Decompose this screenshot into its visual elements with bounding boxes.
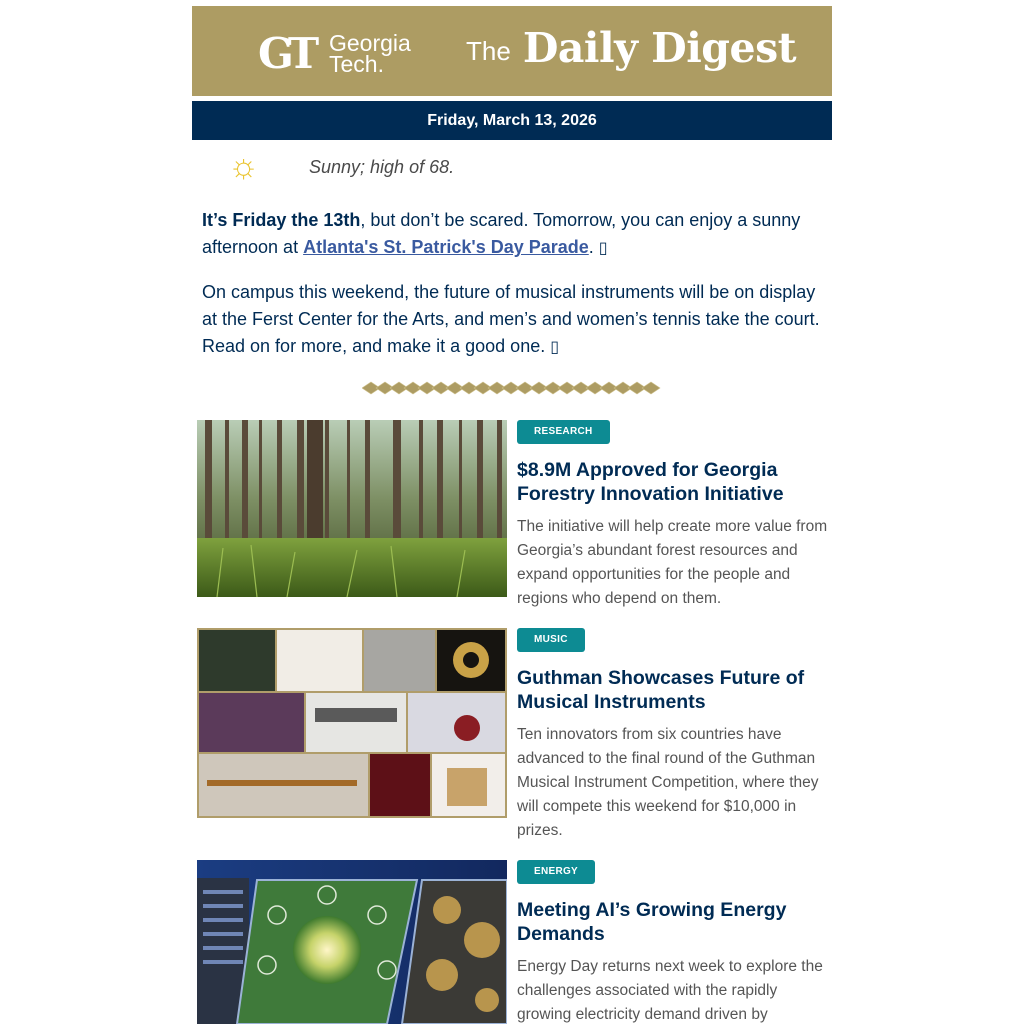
intro-bold: It’s Friday the 13th [202,210,361,230]
diamond-divider [362,380,662,396]
emoji-glyph-2: ▯ [550,339,560,356]
intro-text-1: , but don’t be scared. Tomorrow, you can enjoy a sunny afternoon at [202,210,801,257]
weather-row [192,148,832,188]
masthead [192,6,832,96]
headline-energy[interactable]: Meeting AI’s Growing Energy Demands [517,899,787,945]
forest-thumbnail[interactable] [197,420,507,597]
summary-guthman: Ten innovators from six countries have advanced to the final round of the Guthman Musical Instrument Competition, where they will compete this weekend for $10,000 in prizes. [517,726,819,839]
logo-line-1: Georgia [329,30,411,56]
story-body-guthman [517,628,829,843]
energy-thumbnail[interactable] [197,860,507,1024]
intro-paragraph-1 [202,207,822,262]
weather-text: Sunny; high of 68. [309,157,455,177]
story-body-forestry [517,420,829,611]
intro-text-2: . [588,237,599,257]
summary-energy: Energy Day returns next week to explore the challenges associated with the rapidly growing electricity demand driven by [517,958,823,1023]
sun-icon: ☼ [228,147,260,185]
gt-monogram: GT [258,29,314,78]
category-tag-research[interactable]: RESEARCH [517,420,610,444]
instruments-collage-thumbnail[interactable] [197,628,507,818]
story-body-energy [517,860,829,1027]
intro-paragraph-2 [202,279,822,361]
title-the: The [466,36,511,66]
headline-forestry[interactable]: $8.9M Approved for Georgia Forestry Innovation Initiative [517,459,784,505]
newsletter-title [466,24,796,72]
logo-line-2: Tech. [329,51,384,77]
summary-forestry: The initiative will help create more value from Georgia’s abundant forest resources and expand opportunities for the people and regions who depend on them. [517,518,828,607]
parade-link[interactable]: Atlanta's St. Patrick's Day Parade [303,237,589,257]
title-daily-digest: Daily Digest [522,24,797,72]
date-bar: Friday, March 13, 2026 [192,101,832,140]
headline-guthman[interactable]: Guthman Showcases Future of Musical Instruments [517,667,805,713]
category-tag-energy[interactable]: ENERGY [517,860,595,884]
emoji-glyph-1: ▯ [598,240,608,257]
georgia-tech-logo[interactable] [258,31,418,81]
category-tag-music[interactable]: MUSIC [517,628,585,652]
intro2-text: On campus this weekend, the future of musical instruments will be on display at the Ferst Center for the Arts, and men’s and women’s tennis take the court. Read on for more, and make it a good one. [202,282,820,356]
logo-wordmark [329,30,411,77]
